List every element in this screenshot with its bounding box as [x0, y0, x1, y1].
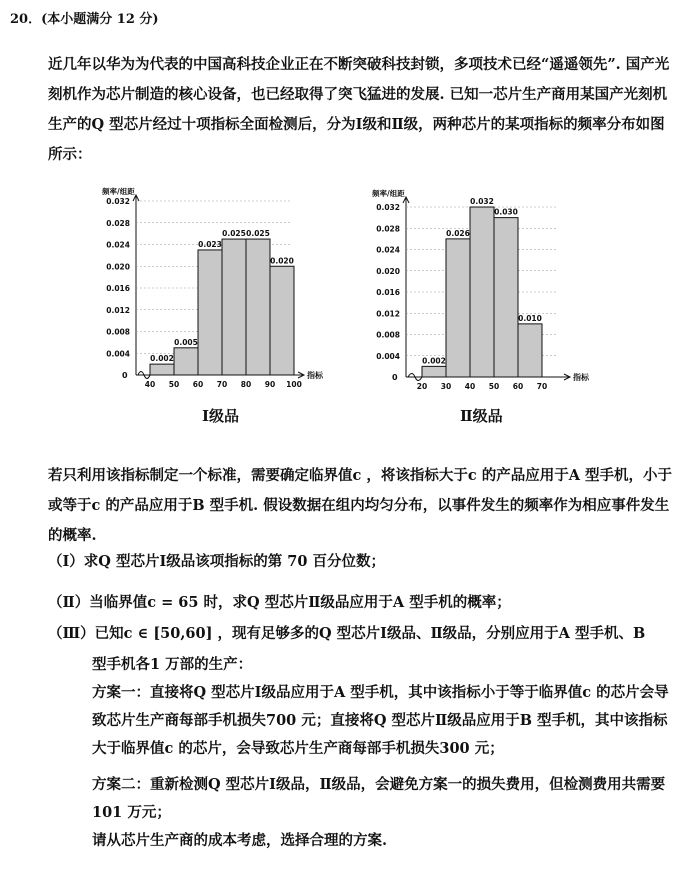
x-tick-label: 60	[192, 380, 204, 389]
x-tick-label: 50	[168, 380, 180, 389]
y-tick-label: 0.032	[376, 203, 400, 212]
part-3-line-2: 型手机各1 万部的生产：	[92, 656, 253, 673]
plan-two: 方案二：重新检测Q 型芯片Ⅰ级品，Ⅱ级品，会避免方案一的损失费用，但检测费用共需要101 万元；	[92, 776, 666, 821]
plan-one: 方案一：直接将Q 型芯片Ⅰ级品应用于A 型手机，其中该指标小于等于临界值c 的芯片会导致芯片生产商每部手机损失700 元；直接将Q 型芯片Ⅱ级品应用于B 型手机，其中该指标大于临界值c 的芯片，会导致芯片生产商每部手机损失300 元；	[92, 684, 669, 757]
part-1: （Ⅰ）求Q 型芯片Ⅰ级品该项指标的第 70 百分位数；	[48, 553, 386, 570]
x-tick-label: 70	[536, 382, 548, 391]
y-tick-label: 0.028	[106, 218, 130, 228]
y-tick-label: 0.020	[106, 262, 130, 272]
histogram-bar	[518, 324, 542, 377]
y-axis-label: 频率/组距	[372, 189, 405, 198]
histogram-bar	[270, 266, 294, 375]
bar-value-label: 0.025	[246, 229, 270, 239]
x-tick-label: 20	[416, 382, 428, 391]
bar-value-label: 0.002	[150, 354, 174, 364]
x-tick-label: 70	[216, 380, 228, 389]
y-tick-label: 0.012	[106, 305, 130, 315]
question-number: 20．(本小题满分 12 分)	[10, 12, 159, 27]
bar-value-label: 0.026	[446, 228, 470, 238]
bar-value-label: 0.002	[422, 356, 446, 366]
histogram-bar	[222, 239, 246, 375]
x-tick-label: 100	[286, 380, 302, 389]
bar-value-label: 0.025	[222, 229, 246, 239]
bar-value-label: 0.030	[494, 207, 518, 217]
histogram-bar	[198, 250, 222, 375]
y-tick-label: 0.024	[106, 240, 130, 250]
x-tick-label: 50	[488, 382, 500, 391]
x-tick-label: 80	[240, 380, 252, 389]
x-axis-label: 指标	[573, 373, 589, 382]
chart-caption-grade-1: Ⅰ级品	[202, 407, 240, 425]
x-tick-label: 60	[512, 382, 524, 391]
y-tick-label: 0.024	[376, 245, 400, 255]
closing-instruction: 请从芯片生产商的成本考虑，选择合理的方案.	[92, 832, 388, 849]
y-tick-label: 0.028	[376, 224, 400, 234]
y-tick-label: 0.004	[376, 351, 400, 361]
y-tick-label: 0.020	[376, 266, 400, 276]
origin-label: 0	[122, 371, 128, 380]
bar-value-label: 0.023	[198, 239, 222, 249]
y-tick-label: 0.008	[106, 327, 130, 337]
part-2: （Ⅱ）当临界值c = 65 时，求Q 型芯片Ⅱ级品应用于A 型手机的概率；	[48, 594, 511, 611]
bar-value-label: 0.005	[174, 337, 198, 347]
x-tick-label: 40	[464, 382, 476, 391]
chart-caption-grade-2: Ⅱ级品	[460, 407, 503, 425]
histogram-bar	[422, 366, 446, 377]
histogram-bar	[174, 348, 198, 375]
x-tick-label: 30	[440, 382, 452, 391]
x-tick-label: 40	[144, 380, 156, 389]
y-axis-label: 频率/组距	[102, 187, 135, 196]
y-tick-label: 0.032	[106, 197, 130, 206]
y-tick-label: 0.016	[106, 284, 130, 293]
bar-value-label: 0.020	[270, 256, 294, 266]
histogram-grade-2	[360, 185, 600, 395]
y-tick-label: 0.004	[106, 349, 130, 359]
histogram-bar	[446, 239, 470, 377]
histogram-bar	[494, 218, 518, 377]
origin-label: 0	[392, 373, 398, 382]
histogram-grade-1	[90, 185, 340, 395]
x-axis-label: 指标	[307, 371, 323, 380]
bar-value-label: 0.032	[470, 197, 494, 206]
histogram-bar	[470, 207, 494, 377]
bar-value-label: 0.010	[518, 313, 542, 323]
part-3: （Ⅲ）已知c ∈ [50,60] ，现有足够多的Q 型芯片Ⅰ级品、Ⅱ级品，分别应用于A 型手机、B	[48, 625, 646, 642]
question-intro: 近几年以华为为代表的中国高科技企业正在不断突破科技封锁，多项技术已经“遥遥领先”. 国产光刻机作为芯片制造的核心设备，也已经取得了突飞猛进的发展. 已知一芯片生产商用某国产光刻机生产的Q 型芯片经过十项指标全面检测后，分为Ⅰ级和Ⅱ级，两种芯片的某项指标的频率分布如图所示：	[48, 56, 670, 163]
y-tick-label: 0.016	[376, 288, 400, 297]
question-condition: 若只利用该指标制定一个标准，需要确定临界值c ，将该指标大于c 的产品应用于A 型手机，小于或等于c 的产品应用于B 型手机. 假设数据在组内均匀分布，以事件发生的频率作为相应事件发生的概率.	[48, 467, 673, 544]
histogram-bar	[150, 364, 174, 375]
x-tick-label: 90	[264, 380, 276, 389]
y-tick-label: 0.008	[376, 330, 400, 340]
histogram-bar	[246, 239, 270, 375]
y-tick-label: 0.012	[376, 309, 400, 319]
